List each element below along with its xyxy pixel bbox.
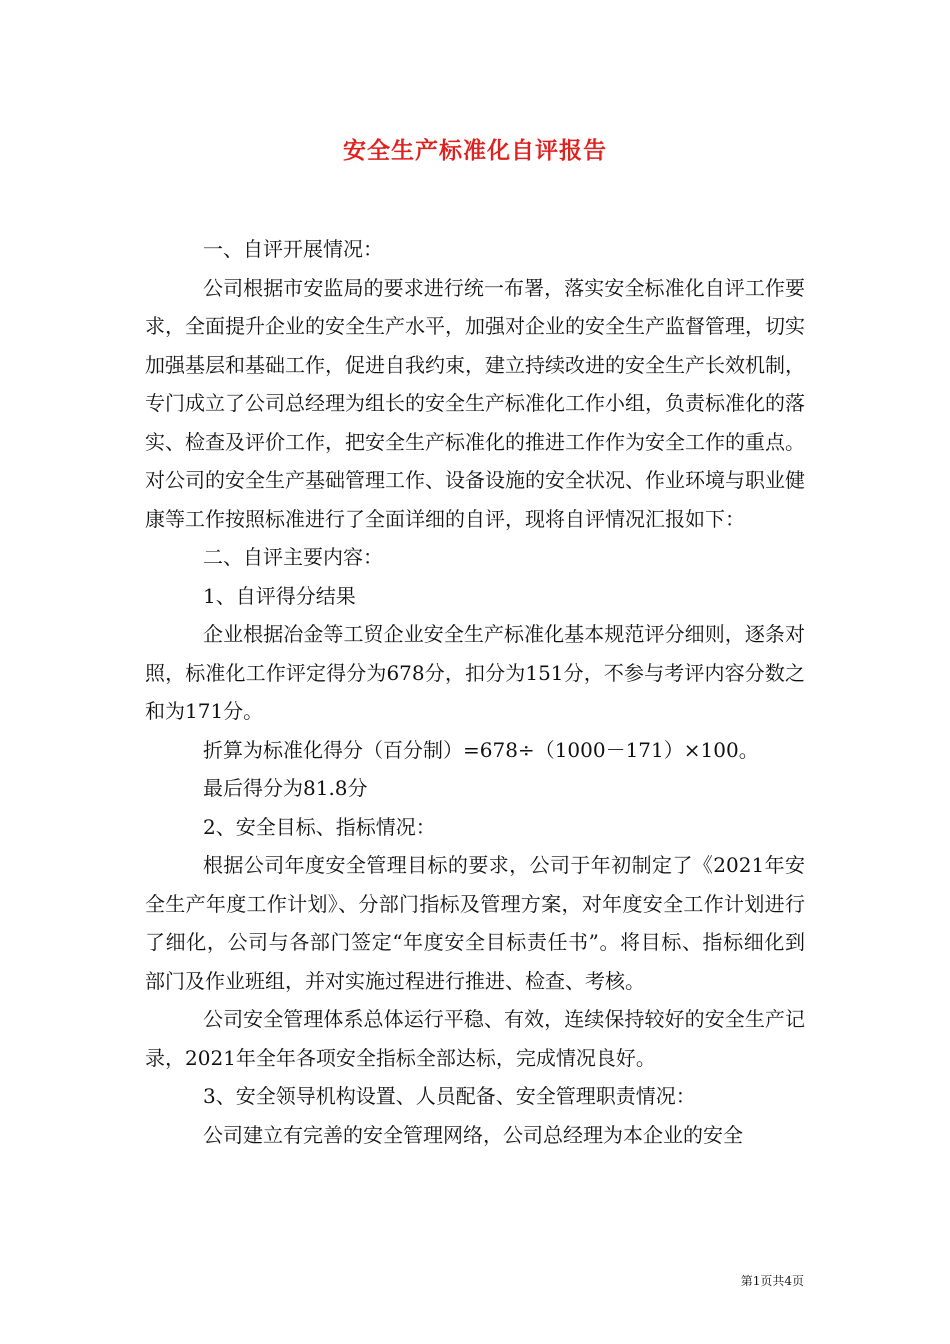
paragraph-formula: 折算为标准化得分（百分制）=678÷（1000－171）×100。 (203, 737, 759, 762)
subheading-safety-organization: 3、安全领导机构设置、人员配备、安全管理职责情况： (203, 1084, 696, 1108)
section-heading-1: 一、自评开展情况： (203, 237, 383, 261)
paragraph: 根据公司年度安全管理目标的要求，公司于年初制定了《2021年安全生产年度工作计划》、分部门指标及管理方案，对年度安全工作计划进行了细化，公司与各部门签定“年度安全目标责任书”。将目标、指标细化到部门及作业班组，并对实施过程进行推进、检查、考核。 (145, 853, 805, 993)
paragraph: 企业根据冶金等工贸企业安全生产标准化基本规范评分细则，逐条对照，标准化工作评定得分为678分，扣分为151分，不参与考评内容分数之和为171分。 (145, 622, 805, 723)
subheading-score-result: 1、自评得分结果 (203, 583, 356, 608)
subheading-safety-goals: 2、安全目标、指标情况： (203, 814, 436, 839)
paragraph: 公司根据市安监局的要求进行统一布署，落实安全标准化自评工作要求，全面提升企业的安全生产水平，加强对企业的安全生产监督管理，切实加强基层和基础工作，促进自我约束，建立持续改进的安全生产长效机制，专门成立了公司总经理为组长的安全生产标准化工作小组，负责标准化的落实、检查及评价工作，把安全生产标准化的推进工作作为安全工作的重点。对公司的安全生产基础管理工作、设备设施的安全状况、作业环境与职业健康等工作按照标准进行了全面详细的自评，现将自评情况汇报如下： (145, 275, 805, 531)
paragraph: 公司建立有完善的安全管理网络，公司总经理为本企业的安全 (203, 1122, 743, 1147)
page-indicator: 第1页共4页 (740, 1274, 804, 1288)
document-body (145, 230, 805, 1154)
document-title: 安全生产标准化自评报告 (343, 137, 607, 164)
paragraph-final-score: 最后得分为81.8分 (203, 776, 368, 800)
section-heading-2: 二、自评主要内容： (203, 545, 383, 569)
paragraph: 公司安全管理体系总体运行平稳、有效，连续保持较好的安全生产记录，2021年全年各项安全指标全部达标，完成情况良好。 (145, 1007, 805, 1070)
